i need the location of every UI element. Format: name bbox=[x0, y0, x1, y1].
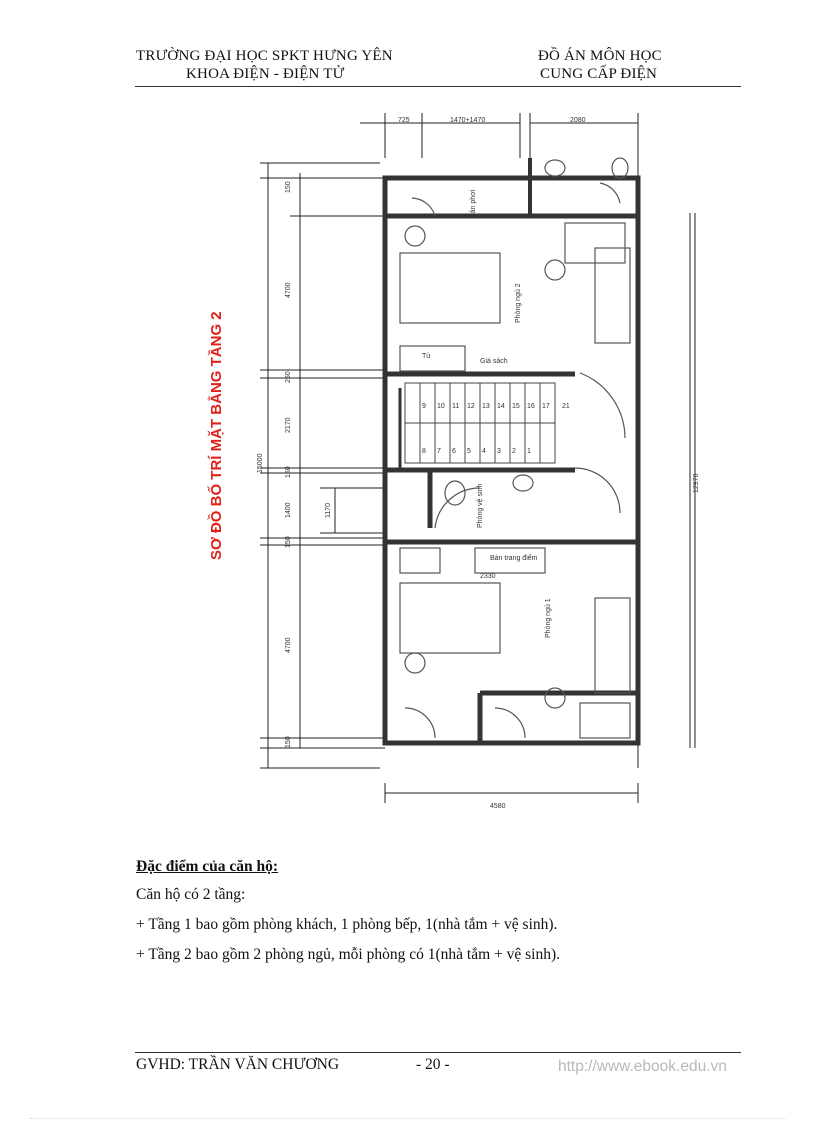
footer-teacher: GVHD: TRẦN VĂN CHƯƠNG bbox=[136, 1056, 340, 1073]
svg-text:3: 3 bbox=[497, 448, 501, 455]
content-line-3: + Tầng 2 bao gồm 2 phòng ngủ, mỗi phòng có 1(nhà tắm + vệ sinh). bbox=[136, 946, 561, 963]
svg-text:Phòng ngủ 1: Phòng ngủ 1 bbox=[545, 598, 552, 638]
floor-plan-drawing bbox=[190, 108, 700, 810]
header-project: ĐỒ ÁN MÔN HỌC bbox=[538, 48, 662, 64]
svg-text:150: 150 bbox=[285, 536, 292, 548]
section-heading: Đặc điểm của căn hộ: bbox=[136, 858, 279, 875]
svg-text:4580: 4580 bbox=[490, 803, 506, 810]
svg-text:16: 16 bbox=[527, 403, 535, 410]
svg-text:150: 150 bbox=[285, 466, 292, 478]
svg-text:17: 17 bbox=[542, 403, 550, 410]
svg-text:2080: 2080 bbox=[570, 117, 586, 124]
footer-divider bbox=[135, 1052, 741, 1053]
svg-text:15000: 15000 bbox=[257, 453, 264, 473]
svg-text:4700: 4700 bbox=[285, 637, 292, 653]
header-divider bbox=[135, 86, 741, 87]
svg-text:9: 9 bbox=[422, 403, 426, 410]
svg-text:21: 21 bbox=[562, 403, 570, 410]
content-line-2: + Tầng 1 bao gồm phòng khách, 1 phòng bếp, 1(nhà tắm + vệ sinh). bbox=[136, 916, 558, 933]
svg-text:11: 11 bbox=[452, 403, 460, 410]
svg-text:Sân phơi: Sân phơi bbox=[470, 189, 477, 218]
svg-text:12: 12 bbox=[467, 403, 475, 410]
svg-text:10: 10 bbox=[437, 403, 445, 410]
svg-text:5: 5 bbox=[467, 448, 471, 455]
svg-text:14: 14 bbox=[497, 403, 505, 410]
svg-text:13: 13 bbox=[482, 403, 490, 410]
svg-text:6: 6 bbox=[452, 448, 456, 455]
footer-page-number: - 20 - bbox=[416, 1056, 450, 1073]
page-bottom-dotted-line bbox=[30, 1118, 786, 1119]
svg-text:1470+1470: 1470+1470 bbox=[450, 117, 486, 124]
svg-text:15: 15 bbox=[512, 403, 520, 410]
floor-plan-title bbox=[195, 300, 235, 600]
svg-text:12970: 12970 bbox=[693, 473, 700, 493]
svg-text:2330: 2330 bbox=[480, 573, 496, 580]
svg-text:1400: 1400 bbox=[285, 502, 292, 518]
svg-text:Bàn trang điểm: Bàn trang điểm bbox=[490, 555, 538, 562]
svg-text:725: 725 bbox=[398, 117, 410, 124]
header-school: TRƯỜNG ĐẠI HỌC SPKT HƯNG YÊN bbox=[136, 48, 393, 64]
svg-text:2170: 2170 bbox=[285, 417, 292, 433]
svg-text:150: 150 bbox=[285, 736, 292, 748]
svg-text:Phòng ngủ 2: Phòng ngủ 2 bbox=[515, 283, 522, 323]
header-subject: CUNG CẤP ĐIỆN bbox=[540, 66, 658, 82]
svg-text:4700: 4700 bbox=[285, 282, 292, 298]
content-line-1: Căn hộ có 2 tầng: bbox=[136, 886, 246, 903]
svg-text:150: 150 bbox=[285, 181, 292, 193]
floor-plan-title-text: SƠ ĐỒ BỐ TRÍ MẶT BẰNG TẦNG 2 bbox=[208, 311, 225, 560]
svg-text:8: 8 bbox=[422, 448, 426, 455]
svg-text:1: 1 bbox=[527, 448, 531, 455]
svg-text:2: 2 bbox=[512, 448, 516, 455]
svg-text:7: 7 bbox=[437, 448, 441, 455]
svg-text:Phòng vệ sinh: Phòng vệ sinh bbox=[477, 483, 484, 528]
svg-text:4: 4 bbox=[482, 448, 486, 455]
header-faculty: KHOA ĐIỆN - ĐIỆN TỬ bbox=[186, 66, 345, 82]
svg-text:Tủ: Tủ bbox=[422, 353, 431, 360]
svg-text:Giá sách: Giá sách bbox=[480, 358, 508, 365]
svg-text:250: 250 bbox=[285, 371, 292, 383]
svg-text:1170: 1170 bbox=[325, 502, 332, 518]
footer-url[interactable]: http://www.ebook.edu.vn bbox=[558, 1058, 727, 1075]
